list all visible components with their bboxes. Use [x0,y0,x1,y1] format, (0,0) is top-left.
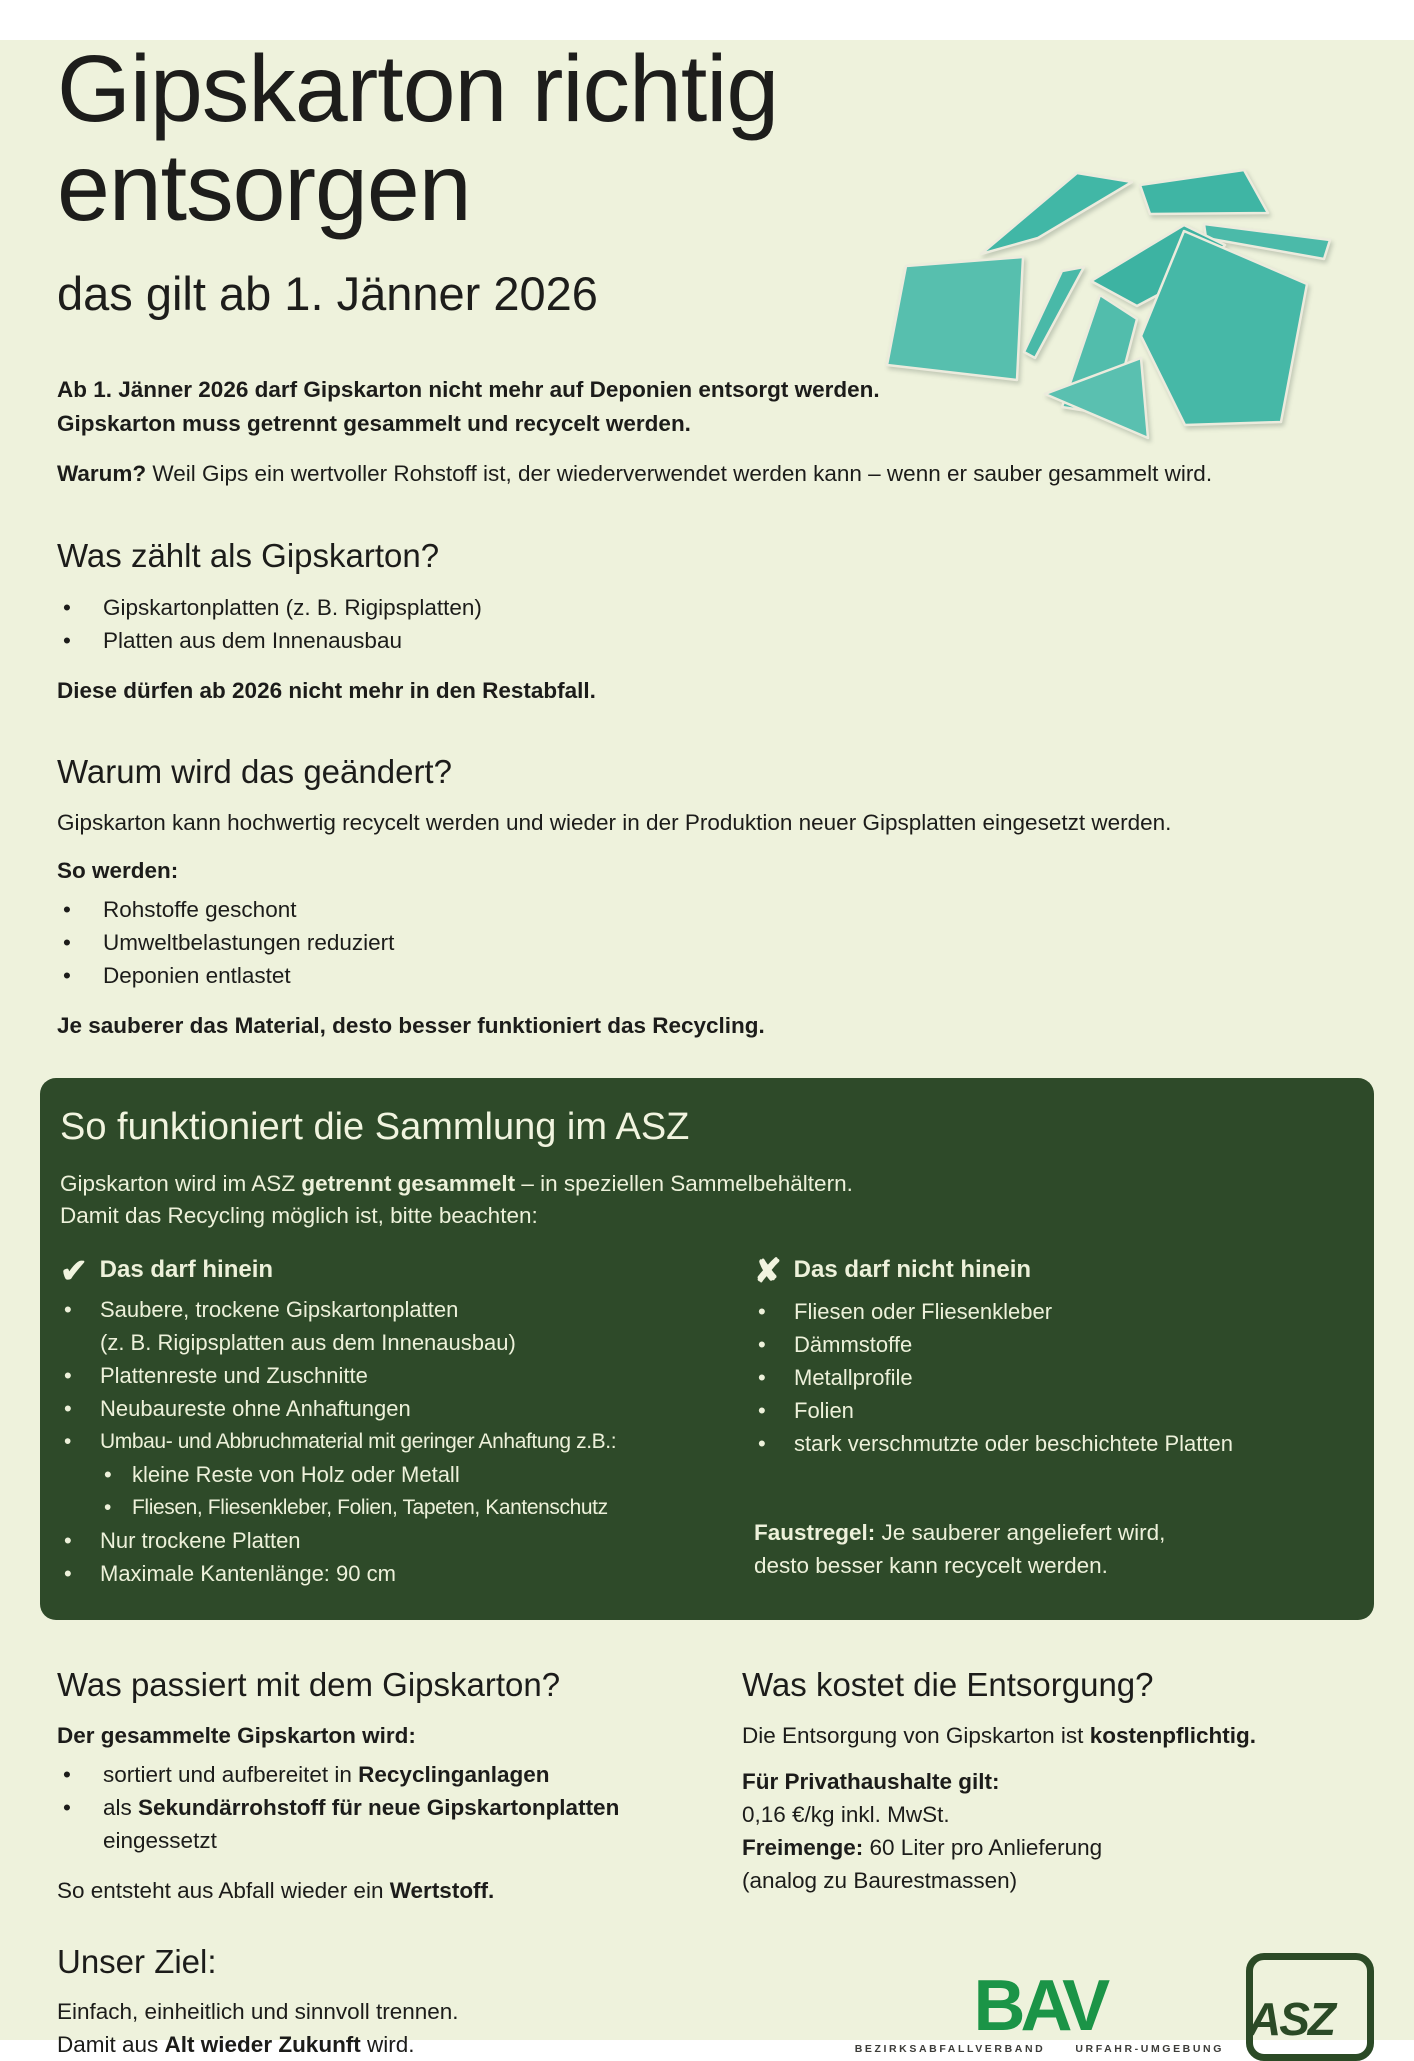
wh-note-pre: So entsteht aus Abfall wieder ein [57,1877,390,1903]
collection-intro [60,1168,1354,1200]
why-change-note: Je sauberer das Material, desto besser funktioniert das Recycling. [57,1013,765,1039]
rule-text2: desto besser kann recycelt werden. [754,1552,1108,1578]
list-item: • stark verschmutzte oder beschichtete Platten [754,1427,1354,1460]
bav-logo-text: BAV [973,1966,1106,2047]
warum-label: Warum? [57,461,147,487]
list-item: • Dämmstoffe [754,1328,1354,1361]
content [0,36,1414,2061]
wh-b2-bold: Sekundärrohstoff für neue Gipskartonplatten [138,1794,620,1820]
cost-free [742,1831,1374,1864]
cost-free-label: Freimenge: [742,1834,864,1860]
what-counts-note: Diese dürfen ab 2026 nicht mehr in den Restabfall. [57,678,596,704]
goal-line2-post: wird. [360,2031,415,2057]
check-icon: ✔ [60,1251,88,1289]
goal-heading: Unser Ziel: [57,1942,217,1980]
intro-warum [57,457,1374,491]
wh-b2-post: eingessetzt [103,1827,217,1853]
intro-bold-line1: Ab 1. Jänner 2026 darf Gipskarton nicht mehr auf Deponien entsorgt werden. [57,377,880,403]
header [57,36,1374,320]
list-item: • kleine Reste von Holz oder Metall [60,1458,720,1491]
list-item: • Deponien entlastet [57,959,1374,992]
cost-details [742,1766,1374,1897]
cost-line1 [742,1720,1374,1752]
collection-heading: So funktioniert die Sammlung im ASZ [60,1106,690,1149]
allowed-item1-line2: (z. B. Rigipsplatten aus dem Innenausbau) [100,1329,516,1355]
allowed-title: Das darf hinein [99,1256,274,1284]
wh-note-bold: Wertstoff. [389,1877,495,1903]
why-change-section [57,753,1374,1042]
title-line2: entsorgen [57,134,471,241]
collection-intro-post: – in speziellen Sammelbehältern. [515,1170,853,1196]
list-item: • Maximale Kantenlänge: 90 cm [60,1557,720,1590]
bav-logo-caption [855,2043,1224,2055]
why-change-heading: Warum wird das geändert? [57,753,452,791]
what-happens-list [57,1758,702,1857]
what-happens-lead: Der gesammelte Gipskarton wird: [57,1722,416,1748]
bottom-columns [57,1628,1374,1907]
list-item: • Fliesen, Fliesenkleber, Folien, Tapeten, Kantenschutz [60,1491,720,1524]
list-item: • Folien [754,1394,1354,1427]
collection-columns [60,1251,1354,1590]
cost-free-note: (analog zu Baurestmassen) [742,1867,1018,1893]
why-change-para: Gipskarton kann hochwertig recycelt werden und wieder in der Produktion neuer Gipsplatten eingesetzt werden. [57,810,1172,836]
allowed-list [60,1293,720,1590]
list-item: • Fliesen oder Fliesenkleber [754,1295,1354,1328]
what-happens-note [57,1875,702,1907]
wh-b1-bold: Recyclinganlagen [358,1761,550,1787]
warum-text: Weil Gips ein wertvoller Rohstoff ist, der wiederverwendet werden kann – wenn er sauber gesammelt wird. [146,461,1213,487]
list-item [57,1791,702,1857]
page-subtitle: das gilt ab 1. Jänner 2026 [57,266,598,320]
what-counts-heading: Was zählt als Gipskarton? [57,537,440,575]
list-item: • Metallprofile [754,1361,1354,1394]
footer-row [57,1907,1374,2061]
cost-column [742,1628,1374,1907]
not-allowed-list [754,1295,1354,1460]
goal-line1: Einfach, einheitlich und sinnvoll trennen. [57,1998,459,2024]
title-line1: Gipskarton richtig [57,36,779,142]
goal-line2 [57,2028,702,2061]
cost-lead: Für Privathaushalte gilt: [742,1768,1000,1794]
list-item: • Platten aus dem Innenausbau [57,624,1374,657]
goal-block [57,1907,702,2061]
rule-text1: Je sauberer angeliefert wird, [875,1519,1166,1545]
cost-price: 0,16 €/kg inkl. MwSt. [742,1801,950,1827]
intro-section [57,373,1374,491]
list-item: • Umbau- und Abbruchmaterial mit geringer Anhaftung z.B.: [60,1425,720,1458]
asz-logo [1246,1953,1374,2061]
collection-intro-bold: getrennt gesammelt [301,1170,516,1196]
allowed-header [60,1251,720,1289]
cost-line1-bold: kostenpflichtig. [1089,1722,1256,1748]
list-item: • Gipskartonplatten (z. B. Rigipsplatten) [57,591,1374,624]
collection-intro-pre: Gipskarton wird im ASZ [60,1170,302,1196]
collection-intro-line2: Damit das Recycling möglich ist, bitte beachten: [60,1202,538,1228]
not-allowed-column [754,1251,1354,1590]
cost-line1-pre: Die Entsorgung von Gipskarton ist [742,1722,1090,1748]
wh-b2-pre: als [103,1794,139,1820]
rule-of-thumb [754,1516,1354,1582]
wh-b1-pre: sortiert und aufbereitet in [103,1761,359,1787]
list-item: • Umweltbelastungen reduziert [57,926,1374,959]
asz-logo-text: ASZ [1248,1992,1334,2045]
intro-bold-line2: Gipskarton muss getrennt gesammelt und recycelt werden. [57,411,691,437]
list-item: • Plattenreste und Zuschnitte [60,1359,720,1392]
bav-caption-right: URFAHR-UMGEBUNG [1075,2042,1224,2055]
what-happens-heading: Was passiert mit dem Gipskarton? [57,1665,561,1703]
why-change-list [57,893,1374,992]
why-change-lead: So werden: [57,858,179,884]
list-item: • Nur trockene Platten [60,1524,720,1557]
list-item: • Rohstoffe geschont [57,893,1374,926]
not-allowed-header [754,1251,1354,1289]
bav-caption-left: BEZIRKSABFALLVERBAND [854,2042,1046,2055]
what-counts-list [57,591,1374,657]
allowed-item1-line1: Saubere, trockene Gipskartonplatten [100,1296,459,1322]
what-counts-section [57,537,1374,707]
rule-label: Faustregel: [754,1519,876,1545]
list-item: • Neubaureste ohne Anhaftungen [60,1392,720,1425]
goal-line2-bold: Alt wieder Zukunft [164,2031,361,2057]
cost-free-text: 60 Liter pro Anlieferung [863,1834,1103,1860]
what-happens-column [57,1628,702,1907]
list-item [57,1758,702,1791]
collection-box [40,1078,1374,1620]
list-item [60,1293,720,1359]
goal-line2-pre: Damit aus [57,2031,165,2057]
allowed-column [60,1251,720,1590]
logos [742,1907,1374,2061]
cost-heading: Was kostet die Entsorgung? [742,1665,1154,1703]
cross-icon: ✘ [754,1251,782,1289]
poster [0,36,1414,2057]
not-allowed-title: Das darf nicht hinein [793,1256,1032,1284]
page-title [57,36,877,241]
bav-logo [854,1966,1224,2060]
